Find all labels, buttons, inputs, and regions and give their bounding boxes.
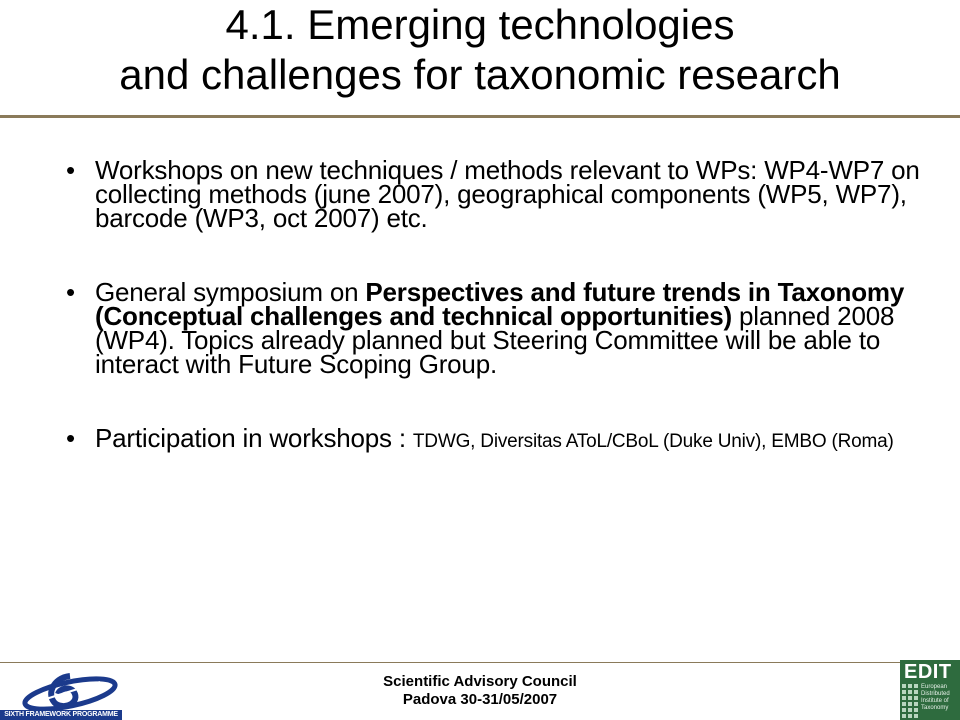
slide-title-line1: 4.1. Emerging technologies [225,1,735,48]
bullet-item-participation [66,423,926,454]
edit-logo-subtitle: European Distributed Institute of Taxonomy [921,684,950,711]
bullet-list [66,155,926,504]
bullet-text [95,423,894,453]
footer-line1: Scientific Advisory Council [383,673,577,690]
bullet-item-symposium [66,277,926,379]
bullet-icon: • [66,423,75,453]
fp6-logo [0,672,120,720]
fp6-emblem-icon [0,672,120,712]
bullet-text [95,277,904,379]
edit-grid-icon [902,684,918,720]
bullet-text-post: planned 2008 (WP4). Topics already planned but Steering Committee will be able to interact with Future Scoping Group. [95,301,895,379]
bullet-text-pre: General symposium on [95,277,366,307]
bullet-item-workshops [66,155,926,233]
edit-logo-word: EDIT [904,661,952,683]
bullet-icon: • [66,155,75,185]
bullet-text-lead: Participation in workshops : [95,423,413,453]
footer-caption [280,673,680,709]
title-divider [0,115,960,118]
bullet-text-emphasis: Perspectives and future trends in Taxonomy (Conceptual challenges and technical opportunities) [95,277,905,331]
edit-logo [900,660,960,720]
fp6-logo-label: SIXTH FRAMEWORK PROGRAMME [0,710,122,720]
slide-title-line2: and challenges for taxonomic research [119,51,841,98]
bullet-icon: • [66,277,75,307]
bullet-text: Workshops on new techniques / methods relevant to WPs: WP4-WP7 on collecting methods (june 2007), geographical components (WP5, WP7), barcode (WP3, oct 2007) etc. [95,155,920,233]
footer-divider [0,662,960,663]
footer-line2: Padova 30-31/05/2007 [402,691,558,708]
slide-title [0,0,960,100]
bullet-text-detail: TDWG, Diversitas AToL/CBoL (Duke Univ), EMBO (Roma) [412,431,894,452]
